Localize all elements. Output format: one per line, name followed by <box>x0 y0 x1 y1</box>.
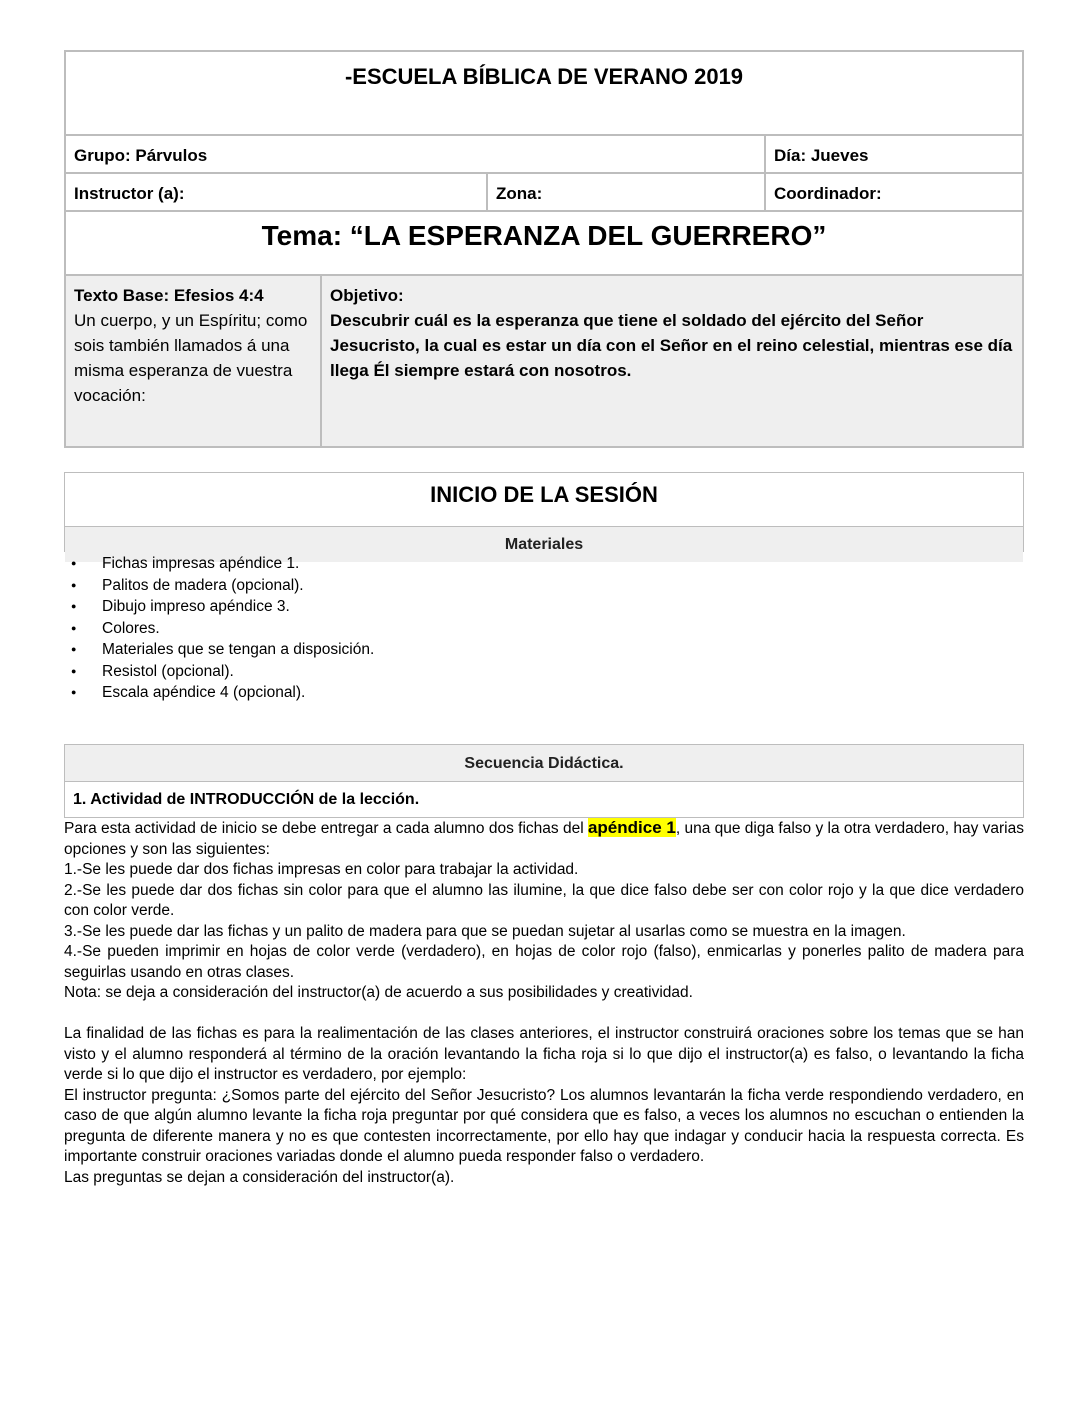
objetivo-label: Objetivo: <box>330 286 404 305</box>
actividad-title: 1. Actividad de INTRODUCCIÓN de la lección. <box>65 781 1023 818</box>
instructor-label: Instructor (a): <box>65 173 487 211</box>
intro-paragraph: Para esta actividad de inicio se debe entregar a cada alumno dos fichas del apéndice 1, una que diga falso y la otra verdadero, hay varias opciones y son las siguientes: <box>64 818 1024 858</box>
list-item: ● Materiales que se tengan a disposición. <box>64 639 664 661</box>
opcion-1: 1.-Se les puede dar dos fichas impresas en color para trabajar la actividad. <box>64 861 579 878</box>
opcion-2: 2.-Se les puede dar dos fichas sin color para que el alumno las ilumine, la que dice falso debe ser con color rojo y la que dice verdadero con color verde. <box>64 881 1024 919</box>
zona-label: Zona: <box>487 173 765 211</box>
list-item: ● Colores. <box>64 618 664 640</box>
opcion-3: 3.-Se les puede dar las fichas y un palito de madera para que se puedan sujetar al usarlas como se muestra en la imagen. <box>64 922 906 940</box>
inicio-title: INICIO DE LA SESIÓN <box>430 482 658 507</box>
list-item: ● Palitos de madera (opcional). <box>64 575 664 597</box>
texto-base-label: Texto Base: Efesios 4:4 <box>74 286 264 305</box>
header-table <box>64 50 1024 448</box>
coordinador-label: Coordinador: <box>765 173 1023 211</box>
spacer <box>64 1004 1024 1025</box>
list-item: ● Fichas impresas apéndice 1. <box>64 553 664 575</box>
preguntas-paragraph: Las preguntas se dejan a consideración del instructor(a). <box>64 1168 455 1186</box>
ejemplo-paragraph: El instructor pregunta: ¿Somos parte del ejército del Señor Jesucristo? Los alumnos levantarán la ficha verde respondiendo verdadero, en caso de que algún alumno levante la ficha roja preguntar por qué considera que es falso, a veces los alumnos no escuchan o entienden la pregunta de diferente manera y no es que contesten incorrectamente, por ello hay que indagar y conducir hacia la respuesta correcta. Es importante construir oraciones variadas donde el alumno pueda responder falso o verdadero. <box>64 1086 1024 1165</box>
texto-base-cell <box>65 275 321 447</box>
objetivo-body: Descubrir cuál es la esperanza que tiene el soldado del ejército del Señor Jesucristo, la cual es estar un día con el Señor en el reino celestial, mientras ese día llega Él siempre estará con nosotros. <box>330 311 1013 380</box>
objetivo-cell <box>321 275 1023 447</box>
grupo-label: Grupo: Párvulos <box>65 135 765 173</box>
secuencia-title: Secuencia Didáctica. <box>65 745 1023 781</box>
apendice-highlight: apéndice 1 <box>587 818 676 837</box>
finalidad-paragraph: La finalidad de las fichas es para la realimentación de las clases anteriores, el instructor construirá oraciones sobre los temas que se han visto y el alumno responderá al término de la oración levantando la ficha roja si lo que dijo el instructor(a) es falso, o levantando la ficha verde si lo que dijo el instructor es verdadero, por ejemplo: <box>64 1025 1024 1083</box>
list-item: ● Dibujo impreso apéndice 3. <box>64 596 664 618</box>
texto-base-body: Un cuerpo, y un Espíritu; como sois también llamados á una misma esperanza de vuestra vocación: <box>74 311 308 405</box>
nota-paragraph: Nota: se deja a consideración del instructor(a) de acuerdo a sus posibilidades y creatividad. <box>64 984 693 1001</box>
inicio-section <box>64 472 1024 552</box>
list-item: ● Resistol (opcional). <box>64 661 664 683</box>
materiales-list <box>64 553 664 704</box>
secuencia-section <box>64 744 1024 818</box>
opcion-4: 4.-Se pueden imprimir en hojas de color verde (verdadero), en hojas de color rojo (falso), enmicarlas y ponerles palito de madera para seguirlas usando en otras clases. <box>64 943 1024 981</box>
tema-title: Tema: “LA ESPERANZA DEL GUERRERO” <box>65 211 1023 275</box>
secuencia-body <box>64 818 1024 1188</box>
school-title: -ESCUELA BÍBLICA DE VERANO 2019 <box>65 51 1023 135</box>
list-item: ● Escala apéndice 4 (opcional). <box>64 682 664 704</box>
dia-label: Día: Jueves <box>765 135 1023 173</box>
materiales-label: Materiales <box>65 526 1023 562</box>
